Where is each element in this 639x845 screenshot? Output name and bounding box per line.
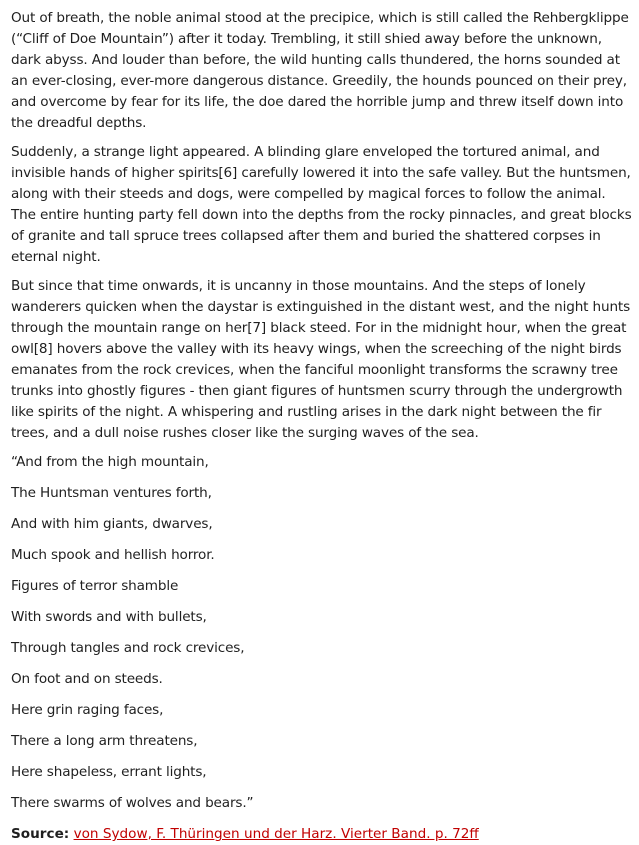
verse-line: There swarms of wolves and bears.”	[11, 795, 254, 811]
verse-line: Much spook and hellish horror.	[11, 547, 215, 563]
verse-line: Here grin raging faces,	[11, 702, 164, 718]
verse-line: With swords and with bullets,	[11, 609, 207, 625]
verse-block	[11, 452, 633, 814]
source-label: Source:	[11, 826, 70, 842]
verse-line: Through tangles and rock crevices,	[11, 640, 245, 656]
source-link[interactable]: von Sydow, F. Thüringen und der Harz. Vierter Band. p. 72ff	[73, 826, 479, 842]
verse-line: On foot and on steeds.	[11, 671, 163, 687]
paragraph: But since that time onwards, it is uncanny in those mountains. And the steps of lonely wanderers quicken when the daystar is extinguished in the distant west, and the night hunts through the mountain range on her[7] black steed. For in the midnight hour, when the great owl[8] hovers above the valley with its heavy wings, when the screeching of the night birds emanates from the rock crevices, when the fanciful moonlight transforms the scrawny tree trunks into ghostly figures - then giant figures of huntsmen scurry through the undergrowth like spirits of the night. A whispering and rustling arises in the dark night between the fir trees, and a dull noise rushes closer like the surging waves of the sea.	[11, 278, 631, 441]
verse-line: There a long arm threatens,	[11, 733, 198, 749]
paragraph: Out of breath, the noble animal stood at the precipice, which is still called the Rehbergklippe (“Cliff of Doe Mountain”) after it today. Trembling, it still shied away before the unknown, dark abyss. And louder than before, the wild hunting calls thundered, the horns sounded at an ever-closing, ever-more dangerous distance. Greedily, the hounds pounced on their prey, and overcome by fear for its life, the doe dared the horrible jump and threw itself down into the dreadful depths.	[11, 10, 629, 131]
verse-line: And with him giants, dwarves,	[11, 516, 213, 532]
source-citation	[11, 824, 633, 845]
verse-line: The Huntsman ventures forth,	[11, 485, 212, 501]
verse-line: “And from the high mountain,	[11, 454, 209, 470]
paragraph: Suddenly, a strange light appeared. A blinding glare enveloped the tortured animal, and invisible hands of higher spirits[6] carefully lowered it into the safe valley. But the huntsmen, along with their steeds and dogs, were compelled by magical forces to follow the animal. The entire hunting party fell down into the depths from the rocky pinnacles, and great blocks of granite and tall spruce trees collapsed after them and buried the shattered corpses in eternal night.	[11, 144, 632, 265]
verse-line: Figures of terror shamble	[11, 578, 179, 594]
verse-line: Here shapeless, errant lights,	[11, 764, 207, 780]
